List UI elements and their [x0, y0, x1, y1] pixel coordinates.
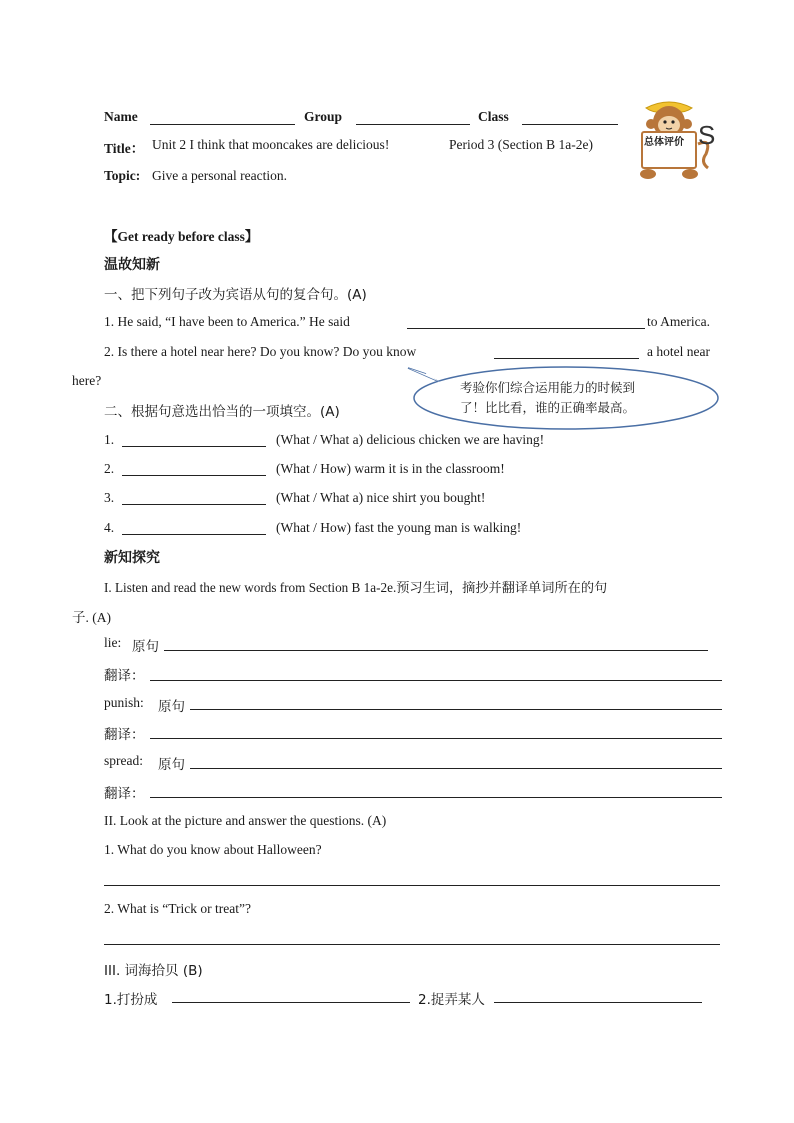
fill-item-blank[interactable] — [122, 504, 266, 505]
orig-answer-line[interactable] — [190, 709, 722, 710]
bubble-text-1: 考验你们综合运用能力的时候到 — [460, 380, 636, 395]
group-label: Group — [304, 109, 343, 124]
title-text: Unit 2 I think that mooncakes are delicious! — [152, 137, 390, 152]
phrase-item-1: 1.打扮成 — [104, 992, 158, 1008]
new-part3-title: III. 词海拾贝 (B) — [104, 963, 203, 979]
name-field[interactable] — [150, 124, 295, 125]
fill-item-blank[interactable] — [122, 446, 266, 447]
review-part2-title: 二、根据句意选出恰当的一项填空。(A) — [104, 404, 340, 420]
translate-answer-line[interactable] — [150, 797, 722, 798]
fill-item-text: (What / How) fast the young man is walking! — [276, 520, 522, 535]
fill-item-num: 4. — [104, 520, 115, 535]
badge-letter: S — [698, 120, 716, 150]
trick-answer-line[interactable] — [104, 944, 720, 945]
review-q1-blank[interactable] — [407, 328, 645, 329]
review-q2-suffix: a hotel near — [647, 344, 710, 359]
new-part2-title: II. Look at the picture and answer the questions. (A) — [104, 813, 387, 828]
new-part1-line2: 子. (A) — [72, 610, 111, 625]
review-q2-blank[interactable] — [494, 358, 639, 359]
badge-text: 总体评价 — [644, 137, 684, 148]
review-q1-suffix: to America. — [647, 314, 710, 329]
group-field[interactable] — [356, 124, 470, 125]
class-label: Class — [478, 109, 509, 124]
orig-label: 原句 — [158, 757, 185, 773]
review-part1-title: 一、把下列句子改为宾语从句的复合句。(A) — [104, 287, 367, 303]
phrase-blank-2[interactable] — [494, 1002, 702, 1003]
topic-label: Topic: — [104, 168, 141, 183]
translate-answer-line[interactable] — [150, 680, 722, 681]
evaluation-badge — [624, 98, 714, 182]
fill-item-num: 2. — [104, 461, 115, 476]
fill-item-blank[interactable] — [122, 475, 266, 476]
review-q1-prefix: 1. He said, “I have been to America.” He said — [104, 314, 350, 329]
fill-item-text: (What / What a) nice shirt you bought! — [276, 490, 486, 505]
phrase-item-2: 2.捉弄某人 — [418, 992, 485, 1008]
phrase-blank-1[interactable] — [172, 1002, 410, 1003]
topic-text: Give a personal reaction. — [152, 168, 287, 183]
fill-item-blank[interactable] — [122, 534, 266, 535]
orig-label: 原句 — [158, 699, 185, 715]
speech-bubble — [400, 360, 722, 432]
word-lie: lie: — [104, 635, 122, 650]
title-label: Title： — [104, 141, 145, 156]
fill-item-text: (What / What a) delicious chicken we are having! — [276, 432, 545, 447]
review-q2-wrap: here? — [72, 373, 102, 388]
review-q2-prefix: 2. Is there a hotel near here? Do you know? Do you know — [104, 344, 417, 359]
period-text: Period 3 (Section B 1a-2e) — [449, 137, 593, 152]
orig-answer-line[interactable] — [164, 650, 708, 651]
new-part1-line1: I. Listen and read the new words from Section B 1a-2e.预习生词，摘抄并翻译单词所在的句 — [104, 580, 608, 595]
translate-label: 翻译： — [104, 786, 145, 802]
orig-label: 原句 — [132, 639, 159, 655]
new-heading: 新知探究 — [104, 550, 160, 566]
translate-label: 翻译： — [104, 727, 145, 743]
class-field[interactable] — [522, 124, 618, 125]
review-heading: 温故知新 — [104, 257, 160, 273]
section-get-ready: 【Get ready before class】 — [104, 229, 259, 244]
fill-item-num: 3. — [104, 490, 115, 505]
bubble-text-2: 了！比比看，谁的正确率最高。 — [460, 400, 636, 415]
word-spread: spread: — [104, 753, 143, 768]
translate-label: 翻译： — [104, 668, 145, 684]
translate-answer-line[interactable] — [150, 738, 722, 739]
fill-item-text: (What / How) warm it is in the classroom! — [276, 461, 505, 476]
word-punish: punish: — [104, 695, 144, 710]
trick-question: 2. What is “Trick or treat”? — [104, 901, 251, 916]
name-label: Name — [104, 109, 138, 124]
fill-item-num: 1. — [104, 432, 115, 447]
orig-answer-line[interactable] — [190, 768, 722, 769]
halloween-question: 1. What do you know about Halloween? — [104, 842, 322, 857]
halloween-answer-line[interactable] — [104, 885, 720, 886]
